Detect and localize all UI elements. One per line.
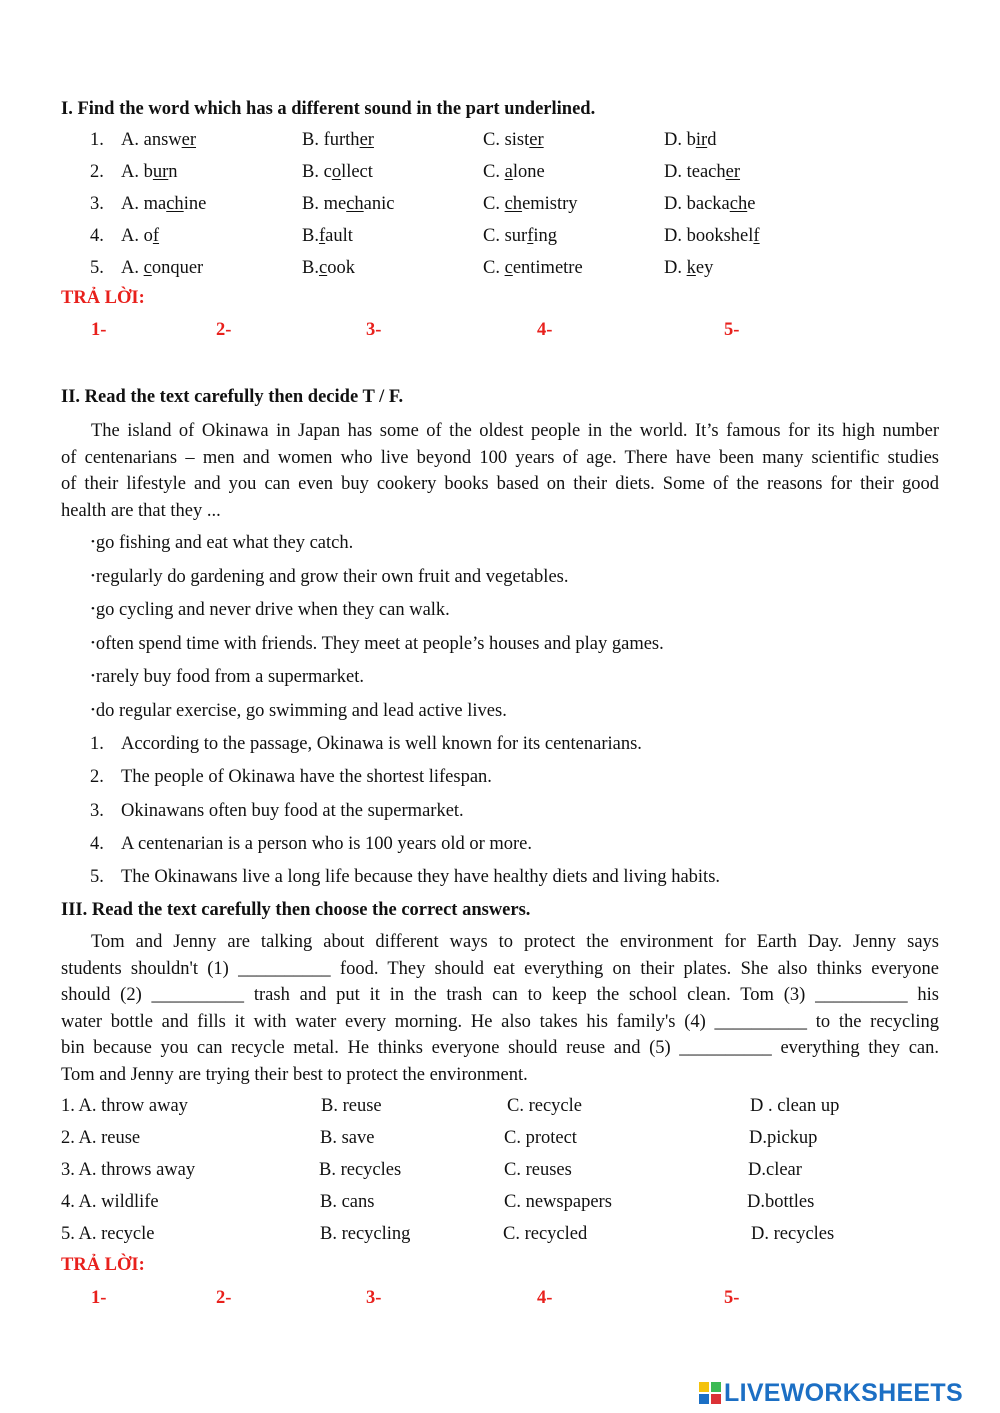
- underlined-sound: a: [504, 162, 513, 182]
- underlined-sound: ur: [152, 162, 169, 182]
- question-number: 3.: [90, 194, 104, 214]
- liveworksheets-logo: [698, 1378, 963, 1408]
- underlined-sound: ch: [346, 194, 364, 214]
- option-text: C. sur: [483, 226, 528, 246]
- answer-option: 2. A. reuse: [61, 1128, 141, 1148]
- question-number: 5.: [90, 258, 104, 278]
- option-text: e: [747, 194, 756, 214]
- underlined-sound: f: [152, 226, 160, 246]
- answer-slot: 2-: [216, 1288, 232, 1308]
- passage-line: Tom and Jenny are trying their best to protect the environment.: [61, 1065, 528, 1085]
- underlined-sound: f: [753, 226, 760, 246]
- answer-option: [664, 195, 755, 214]
- underlined-sound: c: [504, 258, 513, 278]
- option-text: A. answ: [121, 130, 182, 150]
- option-text: ing: [533, 226, 558, 246]
- statement-text: A centenarian is a person who is 100 years old or more.: [121, 833, 533, 854]
- underlined-sound: er: [181, 130, 197, 150]
- statement-text: The Okinawans live a long life because they have healthy diets and living habits.: [121, 867, 721, 888]
- option-text: d: [707, 130, 717, 150]
- answer-option: B. cans: [320, 1192, 375, 1212]
- passage-line: bin because you can recycle metal. He thinks everyone should reuse and (5) __________ everything they can.: [61, 1038, 939, 1059]
- option-text: D. b: [664, 130, 696, 150]
- option-text: B. c: [302, 162, 332, 182]
- option-text: C.: [483, 258, 505, 278]
- passage-line: of centenarians – men and women who live beyond 100 years of age. There have been many scientific studies: [61, 447, 939, 468]
- statement-number: 1.: [90, 734, 104, 754]
- passage-line: should (2) __________ trash and put it in the trash can to keep the school clean. Tom (3) __________ his: [61, 985, 939, 1006]
- answer-option: [664, 259, 713, 278]
- statement-text: The people of Okinawa have the shortest lifespan.: [121, 767, 492, 788]
- bullet-item: [91, 702, 507, 721]
- answer-slot: 3-: [366, 320, 382, 340]
- answer-option: B. recycles: [319, 1160, 402, 1180]
- answer-option: [121, 131, 196, 150]
- option-text: A. b: [121, 162, 153, 182]
- underlined-sound: er: [359, 130, 374, 150]
- option-text: D. teach: [664, 162, 726, 182]
- option-text: C.: [483, 194, 505, 214]
- bullet-text: often spend time with friends. They meet at people’s houses and play games.: [95, 633, 664, 654]
- option-text: entimetre: [512, 258, 583, 278]
- answer-option: [121, 195, 206, 214]
- bullet-item: [91, 568, 569, 587]
- bullet-item: [91, 635, 664, 654]
- answer-slot: 2-: [216, 320, 232, 340]
- bullet-text: go cycling and never drive when they can walk.: [95, 600, 450, 620]
- liveworksheets-logo-icon: [698, 1381, 722, 1405]
- passage-line: students shouldn't (1) __________ food. They should eat everything on their plates. She also thinks everyone: [61, 958, 939, 979]
- option-text: ault: [325, 226, 353, 246]
- underlined-sound: f: [527, 226, 534, 246]
- answer-option: [483, 259, 583, 278]
- section-1-answer-title: TRẢ LỜI:: [61, 288, 145, 308]
- passage-line: water bottle and fills it with water every morning. He also takes his family's (4) __________ to the recycling: [61, 1011, 939, 1032]
- option-text: onquer: [151, 258, 204, 278]
- statement-number: 4.: [90, 833, 104, 854]
- answer-option: 1. A. throw away: [61, 1096, 188, 1116]
- bullet-icon: •: [91, 670, 95, 682]
- bullet-text: go fishing and eat what they catch.: [95, 533, 354, 553]
- bullet-icon: •: [91, 536, 95, 548]
- option-text: B. furth: [302, 130, 360, 150]
- answer-option: [121, 163, 178, 182]
- bullet-item: [91, 534, 353, 553]
- underlined-sound: o: [331, 162, 342, 182]
- answer-option: [664, 131, 716, 150]
- underlined-sound: er: [529, 130, 544, 150]
- answer-option: C. newspapers: [504, 1192, 612, 1212]
- option-text: ook: [327, 258, 355, 278]
- answer-slot: 3-: [366, 1288, 382, 1308]
- answer-option: C. reuses: [504, 1160, 572, 1180]
- option-text: llect: [341, 162, 373, 182]
- answer-option: C. recycle: [507, 1096, 582, 1116]
- answer-option: B. recycling: [320, 1224, 411, 1244]
- answer-option: B. reuse: [321, 1096, 382, 1116]
- logo-text: LIVEWORKSHEETS: [724, 1378, 963, 1407]
- statement-text: According to the passage, Okinawa is well known for its centenarians.: [121, 734, 642, 754]
- answer-option: D. recycles: [751, 1224, 835, 1244]
- answer-option: [664, 227, 760, 246]
- answer-option: 5. A. recycle: [61, 1224, 155, 1244]
- bullet-icon: •: [91, 703, 95, 716]
- bullet-text: regularly do gardening and grow their own fruit and vegetables.: [95, 566, 569, 587]
- section-1-heading: I. Find the word which has a different sound in the part underlined.: [61, 99, 596, 119]
- option-text: D. bookshel: [664, 226, 754, 246]
- answer-option: D.bottles: [747, 1192, 815, 1212]
- answer-option: [302, 259, 355, 278]
- statement-number: 3.: [90, 800, 104, 821]
- underlined-sound: c: [318, 258, 328, 278]
- passage-line: of their lifestyle and you can even buy cookery books based on their diets. Some of the reasons for their good: [61, 474, 939, 495]
- bullet-icon: •: [91, 603, 95, 615]
- option-text: B.: [302, 258, 319, 278]
- statement-number: 5.: [90, 867, 104, 888]
- option-text: A.: [121, 258, 144, 278]
- answer-option: [483, 227, 557, 246]
- option-text: anic: [363, 194, 395, 214]
- answer-option: B. save: [320, 1128, 375, 1148]
- question-number: 4.: [90, 226, 104, 246]
- answer-option: 4. A. wildlife: [61, 1192, 159, 1212]
- answer-option: [302, 195, 394, 214]
- underlined-sound: ch: [166, 194, 184, 214]
- answer-option: D.clear: [748, 1160, 802, 1180]
- question-number: 1.: [90, 130, 104, 150]
- question-number: 2.: [90, 162, 104, 182]
- option-text: D. backa: [664, 194, 730, 214]
- answer-option: C. protect: [504, 1128, 577, 1148]
- answer-slot: 4-: [537, 320, 553, 340]
- answer-option: [121, 227, 159, 246]
- option-text: ey: [695, 258, 714, 278]
- answer-slot: 5-: [724, 320, 740, 340]
- underlined-sound: k: [686, 258, 696, 278]
- bullet-text: do regular exercise, go swimming and lead active lives.: [95, 700, 507, 721]
- bullet-item: [91, 601, 450, 620]
- passage-line: health are that they ...: [61, 501, 221, 522]
- option-text: lone: [512, 162, 545, 182]
- section-3-answer-title: TRẢ LỜI:: [61, 1255, 145, 1275]
- passage-line: Tom and Jenny are talking about different ways to protect the environment for Earth Day. Jenny says: [91, 932, 939, 952]
- answer-option: [302, 227, 353, 246]
- answer-option: [664, 163, 740, 182]
- answer-option: [483, 163, 545, 182]
- answer-option: C. recycled: [503, 1224, 588, 1244]
- option-text: B. me: [302, 194, 347, 214]
- answer-option: D . clean up: [750, 1096, 840, 1116]
- answer-option: [302, 131, 374, 150]
- option-text: emistry: [522, 194, 578, 214]
- answer-slot: 1-: [91, 320, 107, 340]
- passage-line: The island of Okinawa in Japan has some of the oldest people in the world. It’s famous for its high number: [91, 421, 939, 441]
- option-text: A. ma: [121, 194, 167, 214]
- answer-option: 3. A. throws away: [61, 1160, 196, 1180]
- underlined-sound: ch: [729, 194, 748, 214]
- bullet-item: [91, 668, 364, 687]
- underlined-sound: ir: [695, 130, 708, 150]
- option-text: B.: [302, 226, 319, 246]
- answer-slot: 4-: [537, 1288, 553, 1308]
- option-text: C. sist: [483, 130, 530, 150]
- underlined-sound: f: [318, 226, 326, 246]
- answer-slot: 1-: [91, 1288, 107, 1308]
- answer-option: [483, 195, 578, 214]
- section-2-heading: II. Read the text carefully then decide T / F.: [61, 387, 404, 407]
- bullet-text: rarely buy food from a supermarket.: [95, 667, 365, 687]
- option-text: C.: [483, 162, 505, 182]
- option-text: D.: [664, 258, 687, 278]
- section-3-heading: III. Read the text carefully then choose the correct answers.: [61, 900, 531, 920]
- option-text: n: [168, 162, 178, 182]
- underlined-sound: ch: [504, 194, 523, 214]
- answer-option: D.pickup: [749, 1128, 818, 1148]
- option-text: ine: [183, 194, 207, 214]
- underlined-sound: c: [143, 258, 152, 278]
- bullet-icon: •: [91, 636, 95, 649]
- underlined-sound: er: [725, 162, 741, 182]
- statement-text: Okinawans often buy food at the supermarket.: [121, 800, 464, 821]
- option-text: A. o: [121, 226, 153, 246]
- statement-number: 2.: [90, 767, 104, 788]
- answer-option: [483, 131, 544, 150]
- bullet-icon: •: [91, 569, 95, 582]
- answer-option: [121, 259, 203, 278]
- answer-slot: 5-: [724, 1288, 740, 1308]
- answer-option: [302, 163, 373, 182]
